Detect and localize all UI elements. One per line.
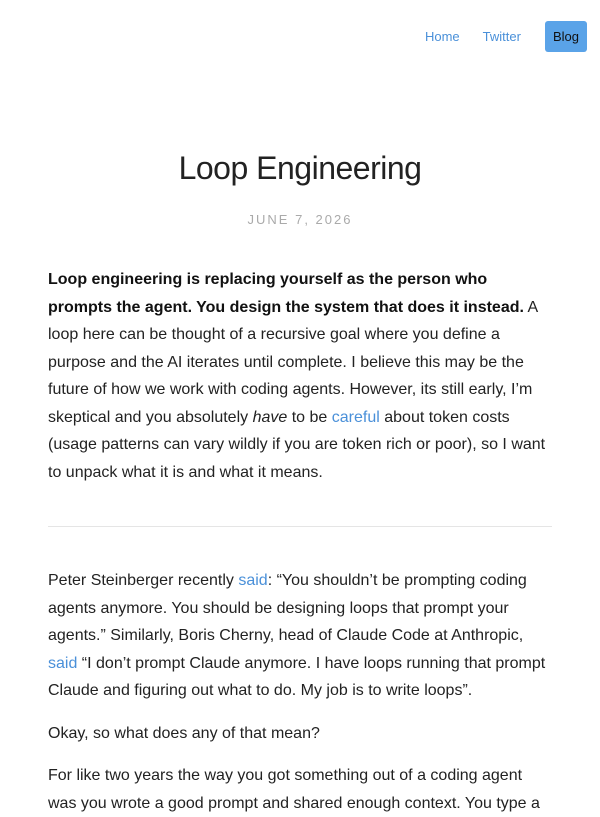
question-paragraph: Okay, so what does any of that mean? (48, 724, 320, 742)
post-body (48, 266, 552, 817)
history-paragraph: For like two years the way you got something out of a coding agent was you wrote a good prompt and shared enough context. You type a (48, 767, 540, 812)
quote-text-2: : “You shouldn’t be prompting coding agents anymore. You should be designing loops that prompt your agents.” Similarly, Boris Cherny, head of Claude Code at Anthropic, (48, 572, 527, 644)
quote-text-1: Peter Steinberger recently (48, 572, 239, 589)
intro-text-3: about token costs (usage patterns can vary wildly if you are token rich or poor), so I want to unpack what it is and what it means. (48, 408, 546, 481)
nav-blog-link[interactable]: Blog (545, 21, 587, 52)
intro-text-1: A loop here can be thought of a recursive goal where you define a purpose and the AI iterates until complete. I believe this may be the future of how we work with coding agents. However, its still early, I’m skeptical and you absolutely (48, 298, 538, 426)
quote-paragraph (48, 567, 552, 705)
nav-twitter-link[interactable]: Twitter (482, 29, 521, 44)
intro-text-2: to be (287, 408, 332, 426)
said-link-2[interactable]: said (48, 654, 78, 672)
intro-paragraph (48, 266, 552, 486)
post-date: JUNE 7, 2026 (247, 212, 353, 227)
careful-link[interactable]: careful (331, 408, 380, 426)
post-title: Loop Engineering (178, 150, 422, 186)
quote-text-3: “I don’t prompt Claude anymore. I have loops running that prompt Claude and figuring out what to do. My job is to write loops”. (48, 654, 546, 699)
intro-emphasis: have (252, 408, 288, 426)
section-divider (48, 526, 552, 527)
said-link-1[interactable]: said (238, 572, 268, 589)
top-nav (402, 21, 587, 52)
nav-home-link[interactable]: Home (424, 29, 460, 44)
intro-bold-text: Loop engineering is replacing yourself as the person who prompts the agent. You design the system that does it instead. (48, 271, 524, 316)
